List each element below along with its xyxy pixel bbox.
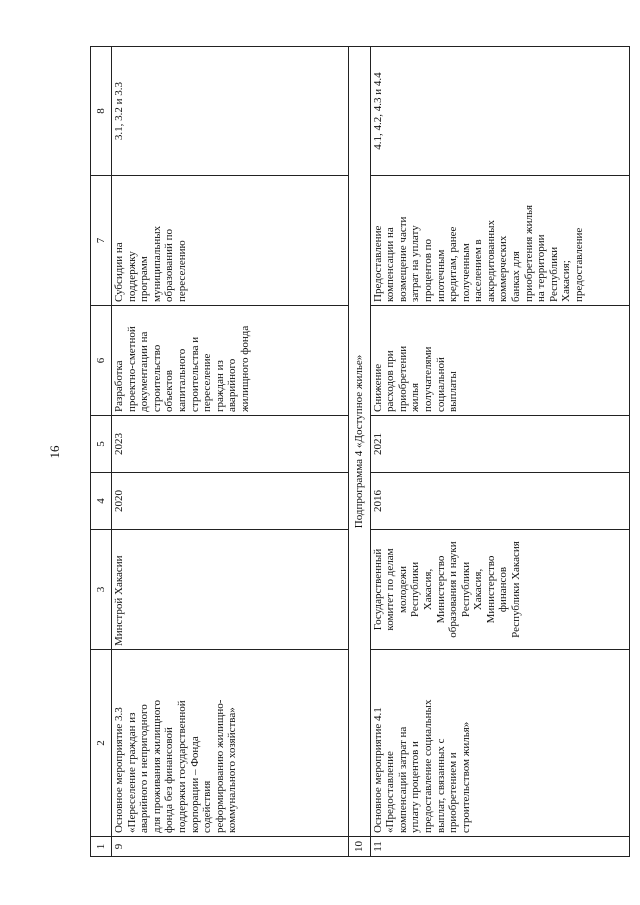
- header-cell-1: 1: [91, 837, 112, 857]
- header-cell-6: 6: [91, 306, 112, 416]
- directions-cell: Субсидии на поддержку программ муниципальных образований по переселению: [112, 176, 349, 306]
- subprogram-title: Подпрограмма 4 «Доступное жилье»: [349, 47, 370, 837]
- header-cell-2: 2: [91, 650, 112, 837]
- table-row-10: [349, 47, 370, 857]
- program-table: [90, 46, 630, 857]
- header-cell-4: 4: [91, 473, 112, 530]
- directions-cell: Предоставление компенсации на возмещение части затрат на уплату процентов по ипотечным кредитам, ранее полученным населением в аккредитованных коммерческих банках для приобретения жилья на территории Республики Хакасия; предоставление: [370, 176, 629, 306]
- header-cell-5: 5: [91, 416, 112, 473]
- indicators-cell: 3.1, 3.2 и 3.3: [112, 47, 349, 176]
- page-number: 16: [47, 445, 62, 459]
- executor-cell: Государственный комитет по делам молодежи Республики Хакасия, Министерство образования и науки Республики Хакасия, Министерство финансов Республики Хакасия: [370, 530, 629, 650]
- executor-cell: Минстрой Хакасии: [112, 530, 349, 650]
- table-row-11: [370, 47, 629, 857]
- row-number: 9: [112, 837, 349, 857]
- header-cell-3: 3: [91, 530, 112, 650]
- start-year-cell: 2020: [112, 473, 349, 530]
- end-year-cell: 2021: [370, 416, 629, 473]
- rotated-table-wrapper: [90, 47, 630, 857]
- table-row-9: [112, 47, 349, 857]
- result-cell: Снижение расходов при приобретении жилья получателями социальной выплаты: [370, 306, 629, 416]
- end-year-cell: 2023: [112, 416, 349, 473]
- event-name-cell: Основное мероприятие 4.1 «Предоставление компенсаций затрат на уплату процентов и предоставление социальных выплат, связанных с приобретением и строительством жилья»: [370, 650, 629, 837]
- result-cell: Разработка проектно-сметной документации на строительство объектов капитального строительства и переселение граждан из аварийного жилищного фонда: [112, 306, 349, 416]
- header-row: [91, 47, 112, 857]
- event-name-cell: Основное мероприятие 3.3 «Переселение граждан из аварийного и непригодного для проживания жилищного фонда без финансовой поддержки государственной корпорации – Фонда содействия реформированию жилищно- коммунального хозяйства»: [112, 650, 349, 837]
- row-number: 11: [370, 837, 629, 857]
- indicators-cell: 4.1, 4.2, 4.3 и 4.4: [370, 47, 629, 176]
- header-cell-7: 7: [91, 176, 112, 306]
- header-cell-8: 8: [91, 47, 112, 176]
- start-year-cell: 2016: [370, 473, 629, 530]
- row-number: 10: [349, 837, 370, 857]
